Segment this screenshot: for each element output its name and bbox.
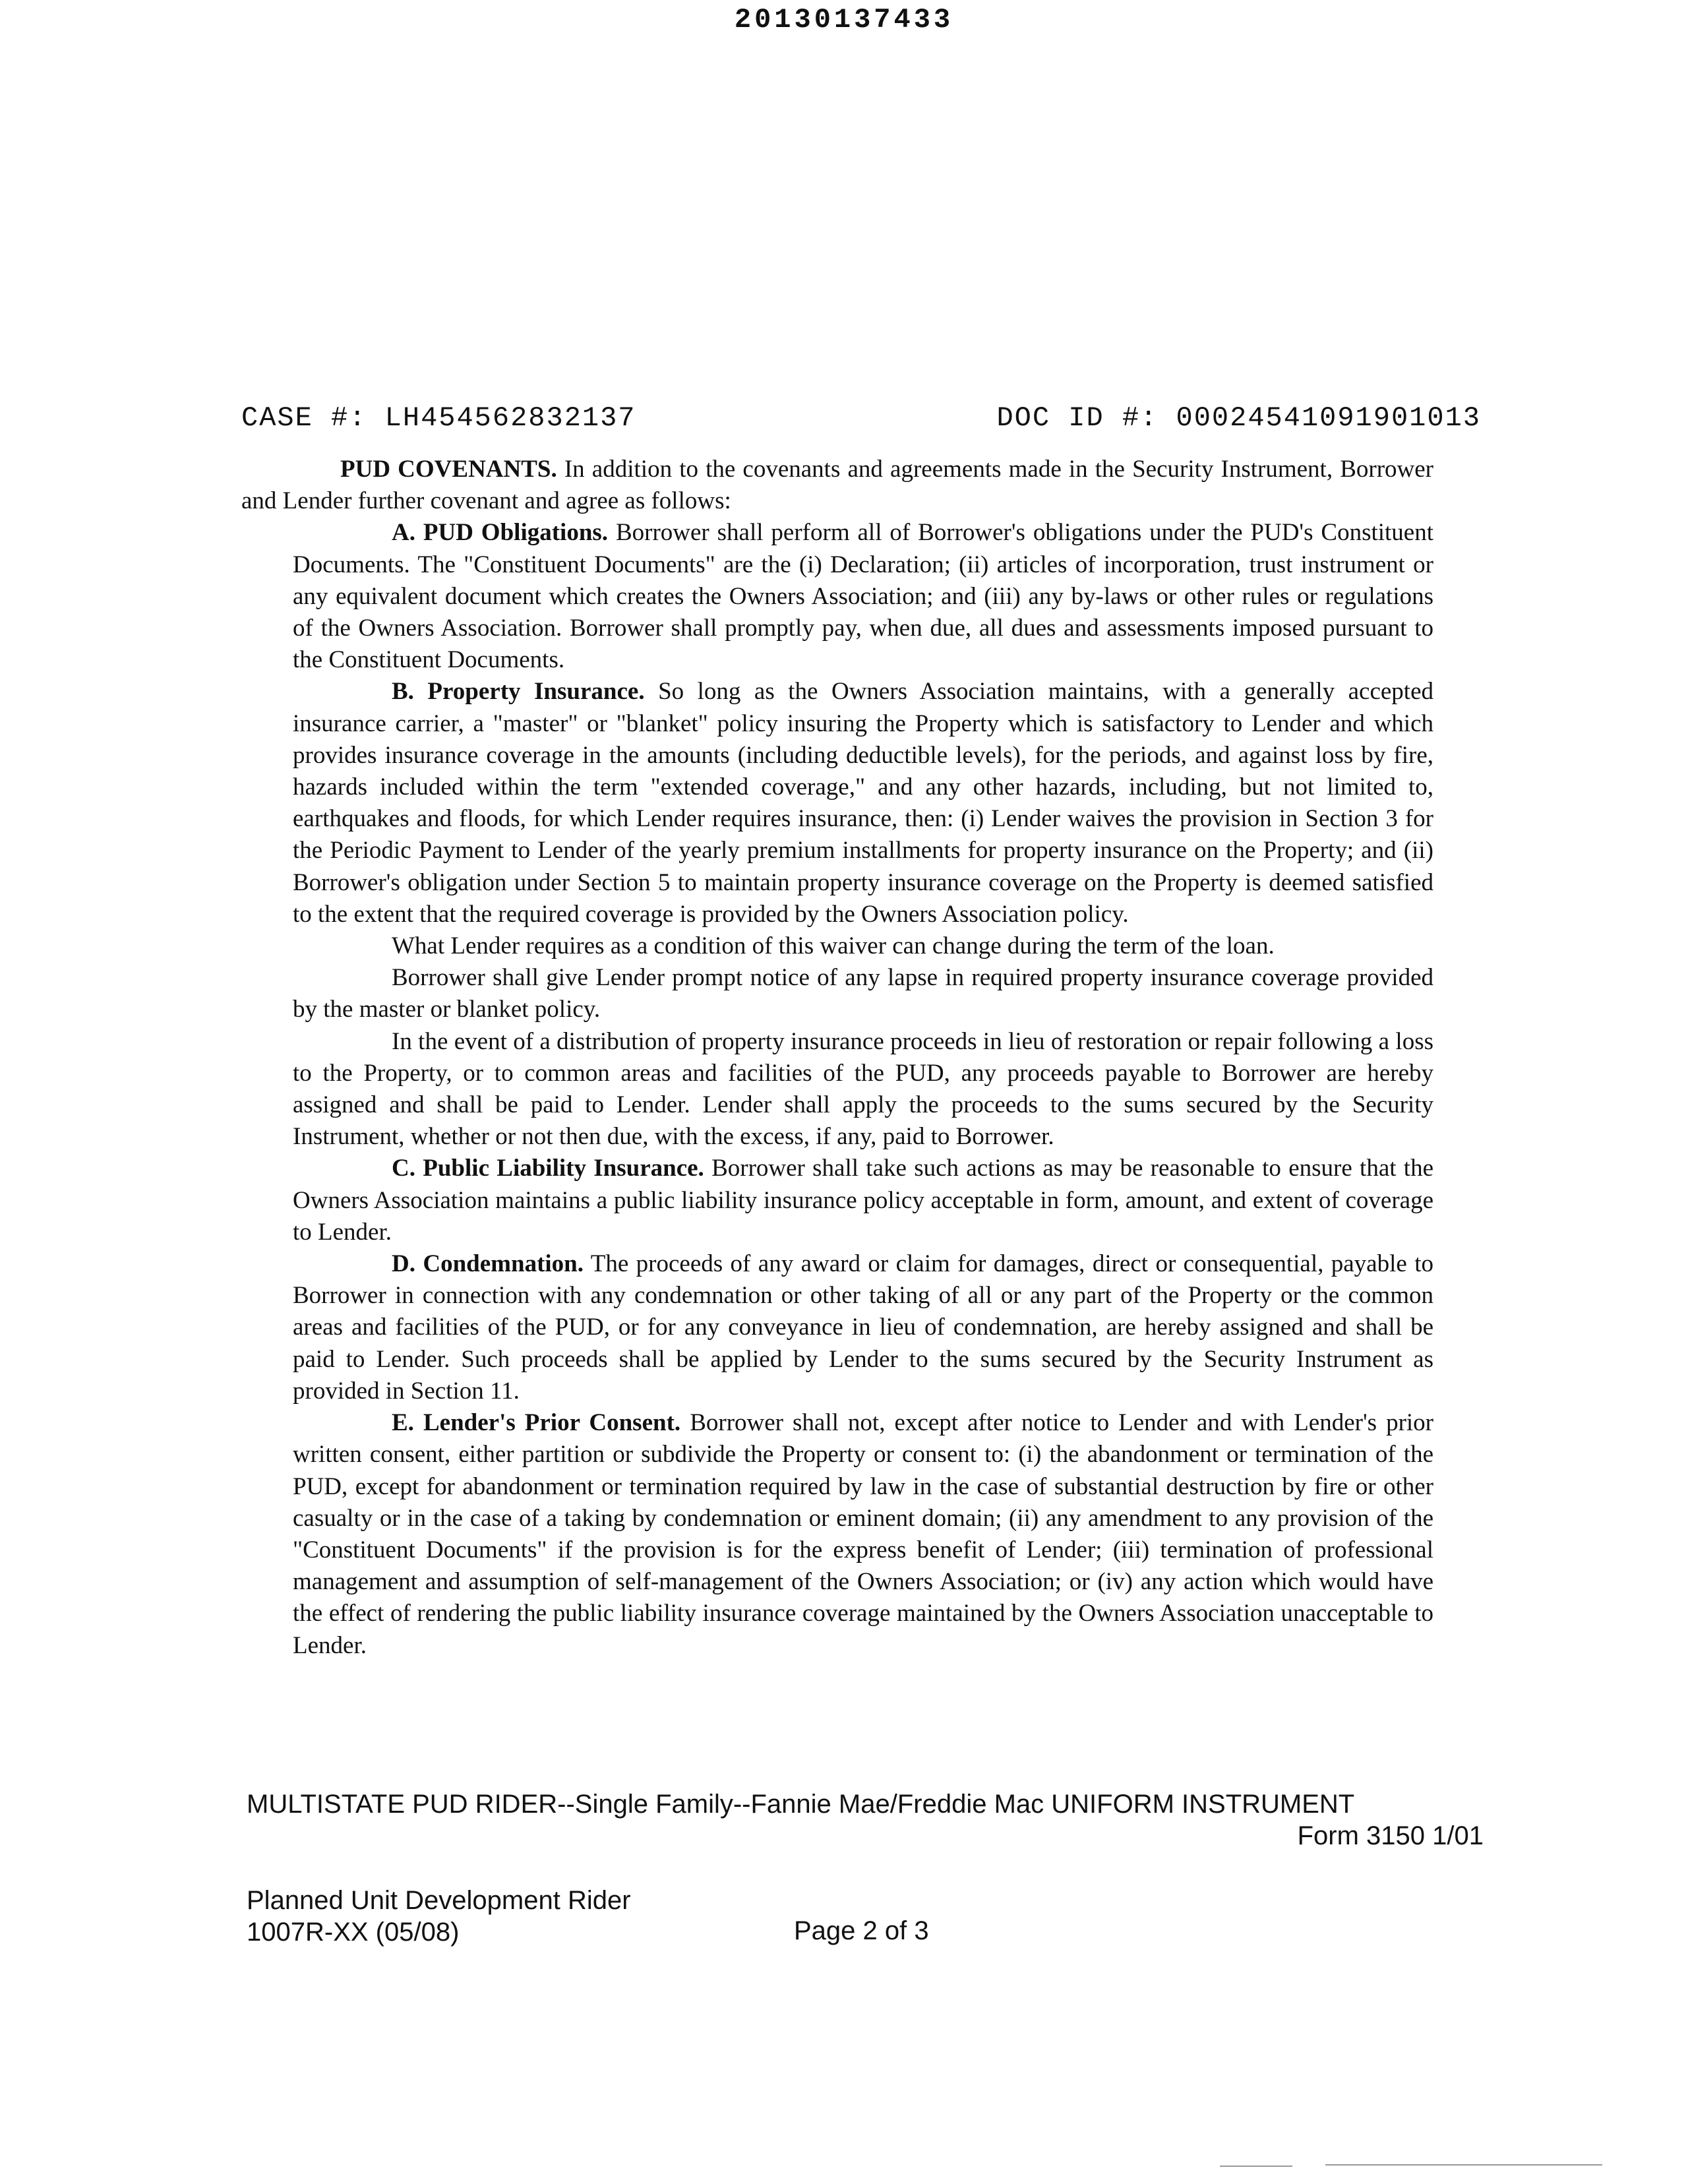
section-c [293, 1153, 1433, 1248]
case-number: LH454562832137 [384, 402, 636, 434]
footer-form-title: MULTISTATE PUD RIDER--Single Family--Fannie Mae/Freddie Mac UNIFORM INSTRUMENT [247, 1790, 1355, 1819]
scan-artifact [1220, 2166, 1292, 2167]
section-d [293, 1248, 1433, 1407]
case-id-line [241, 402, 1481, 434]
section-heading: E. Lender's Prior Consent. [392, 1409, 681, 1437]
footer-form-number: Form 3150 1/01 [1297, 1821, 1484, 1850]
intro-heading: PUD COVENANTS. [340, 456, 557, 483]
rider-body [241, 454, 1433, 1662]
section-heading: C. Public Liability Insurance. [392, 1155, 704, 1182]
section-b-paragraph: In the event of a distribution of property insurance proceeds in lieu of restoration or repair following a loss to the Property, or to common areas and facilities of the PUD, any proceeds payable to Borrower are hereby assigned and shall be paid to Lender. Lender shall apply the proceeds to the sums secured by the Security Instrument, whether or not then due, with the excess, if any, paid to Borrower. [293, 1027, 1433, 1151]
section-text: Borrower shall perform all of Borrower's obligations under the PUD's Constituent Documents. The "Constituent Documents" are the (i) Declaration; (ii) articles of incorporation, trust instrument or any equivalent document which creates the Owners Association; and (iii) any by-laws or other rules or regulations of the Owners Association. Borrower shall promptly pay, when due, all dues and assessments imposed pursuant to the Constituent Documents. [293, 519, 1434, 674]
section-text: Borrower shall not, except after notice to Lender and with Lender's prior written consent, either partition or subdivide the Property or consent to: (i) the abandonment or termination of the PUD, except for abandonment or termination required by law in the case of substantial destruction by fire or other casualty or in the case of a taking by condemnation or eminent domain; (ii) any amendment to any provision of the "Constituent Documents" if the provision is for the express benefit of Lender; (iii) termination of professional management and assumption of self-management of the Owners Association; or (iv) any action which would have the effect of rendering the public liability insurance coverage maintained by the Owners Association unacceptable to Lender. [293, 1409, 1433, 1659]
footer-rider-info [247, 1885, 631, 1948]
section-text: Borrower shall take such actions as may be reasonable to ensure that the Owners Association maintains a public liability insurance policy acceptable in form, amount, and extent of coverage to Lender. [293, 1155, 1433, 1246]
document-number: 20130137433 [734, 4, 954, 36]
page-number: Page 2 of 3 [794, 1916, 929, 1945]
case-label: CASE #: [241, 402, 367, 434]
section-heading: D. Condemnation. [392, 1250, 584, 1278]
section-a [293, 517, 1433, 676]
section-heading: B. Property Insurance. [392, 678, 645, 706]
section-b-paragraph: What Lender requires as a condition of this waiver can change during the term of the loan. [392, 932, 1275, 960]
section-e [293, 1407, 1433, 1662]
section-heading: A. PUD Obligations. [392, 519, 609, 547]
section-text: So long as the Owners Association maintains, with a generally accepted insurance carrier, a "master" or "blanket" policy insuring the Property which is satisfactory to Lender and which provides insurance coverage in the amounts (including deductible levels), for the periods, and against loss by fire, hazards included within the term "extended coverage," and any other hazards, including, but not limited to, earthquakes and floods, for which Lender requires insurance, then: (i) Lender waives the provision in Section 3 for the Periodic Payment to Lender of the yearly premium installments for property insurance on the Property; and (ii) Borrower's obligation under Section 5 to maintain property insurance coverage on the Property is deemed satisfied to the extent that the required coverage is provided by the Owners Association policy. [293, 678, 1434, 928]
doc-id-label: DOC ID #: [996, 402, 1159, 434]
rider-code: 1007R-XX (05/08) [247, 1918, 460, 1947]
intro-text: In addition to the covenants and agreements made in the Security Instrument, Borrower and Lender further covenant and agree as follows: [241, 456, 1433, 515]
scan-artifact [1325, 2164, 1602, 2166]
doc-id-group [996, 402, 1481, 434]
section-b [293, 676, 1433, 930]
intro-paragraph [241, 454, 1433, 517]
section-b-paragraph: Borrower shall give Lender prompt notice of any lapse in required property insurance coverage provided by the master or blanket policy. [293, 964, 1433, 1023]
section-text: The proceeds of any award or claim for damages, direct or consequential, payable to Borrower in connection with any condemnation or other taking of all or any part of the Property or the common areas and facilities of the PUD, or for any conveyance in lieu of condemnation, are hereby assigned and shall be paid to Lender. Such proceeds shall be applied by Lender to the sums secured by the Security Instrument as provided in Section 11. [293, 1250, 1433, 1405]
doc-id-number: 00024541091901013 [1176, 402, 1481, 434]
rider-name: Planned Unit Development Rider [247, 1886, 631, 1915]
